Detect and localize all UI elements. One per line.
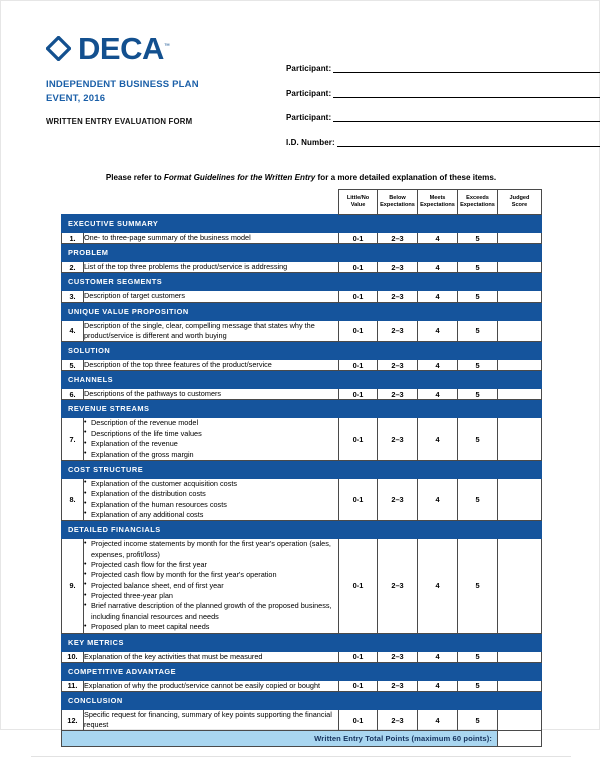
- criterion-bullet-list: [84, 479, 338, 520]
- section-title: COST STRUCTURE: [62, 460, 542, 478]
- judged-score-input-cell[interactable]: [498, 539, 542, 633]
- section-title: UNIQUE VALUE PROPOSITION: [62, 302, 542, 320]
- header-line-2: Expectations: [420, 202, 455, 208]
- judged-score-input-cell[interactable]: [498, 478, 542, 520]
- section-header-row: [62, 521, 542, 539]
- section-header-row: [62, 215, 542, 233]
- score-cell-little-no-value[interactable]: 0-1: [339, 262, 378, 273]
- deca-logo: [46, 31, 251, 65]
- participant-input-line-3[interactable]: [333, 112, 600, 122]
- participant-label-1: Participant:: [286, 64, 332, 73]
- criterion-description: [84, 233, 339, 244]
- criterion-row: [62, 291, 542, 302]
- criterion-bullet: • Description of the revenue model: [84, 418, 338, 428]
- score-cell-below-expectations[interactable]: 2–3: [378, 320, 418, 341]
- total-points-row: [62, 731, 542, 747]
- score-cell-little-no-value[interactable]: 0-1: [339, 291, 378, 302]
- criterion-number: 4.: [62, 320, 84, 341]
- header-line-1: Exceeds: [466, 194, 489, 201]
- score-cell-meets-expectations[interactable]: 4: [418, 389, 458, 400]
- score-cell-below-expectations[interactable]: 2–3: [378, 709, 418, 730]
- column-header-meets-expectations: [418, 190, 458, 215]
- score-cell-little-no-value[interactable]: 0-1: [339, 539, 378, 633]
- criterion-bullet: • Explanation of the gross margin: [84, 450, 338, 460]
- header-line-1: Little/No: [346, 194, 370, 201]
- criterion-number: 7.: [62, 418, 84, 460]
- judged-score-input-cell[interactable]: [498, 680, 542, 691]
- section-header-row: [62, 662, 542, 680]
- judged-score-input-cell[interactable]: [498, 233, 542, 244]
- section-title: CONCLUSION: [62, 691, 542, 709]
- instruction-after: for a more detailed explanation of these items.: [315, 173, 497, 182]
- deca-wordmark-text: DECA: [78, 30, 164, 66]
- section-title: REVENUE STREAMS: [62, 400, 542, 418]
- judged-score-input-cell[interactable]: [498, 651, 542, 662]
- criterion-bullet: • Projected cash flow for the first year: [84, 560, 338, 570]
- criterion-row: [62, 418, 542, 460]
- trademark-mark: ™: [163, 43, 170, 50]
- score-cell-meets-expectations[interactable]: 4: [418, 709, 458, 730]
- criterion-number: 1.: [62, 233, 84, 244]
- score-cell-exceeds-expectations[interactable]: 5: [458, 291, 498, 302]
- score-cell-exceeds-expectations[interactable]: 5: [458, 418, 498, 460]
- criterion-description: [84, 291, 339, 302]
- score-cell-meets-expectations[interactable]: 4: [418, 539, 458, 633]
- criterion-row: [62, 478, 542, 520]
- criterion-text: Explanation of why the product/service cannot be easily copied or bought: [84, 680, 321, 690]
- criterion-description: [84, 478, 339, 520]
- column-header-below-expectations: [378, 190, 418, 215]
- criterion-text: List of the top three problems the product/service is addressing: [84, 262, 288, 272]
- instruction-italic: Format Guidelines for the Written Entry: [163, 173, 316, 182]
- judged-score-input-cell[interactable]: [498, 320, 542, 341]
- score-cell-exceeds-expectations[interactable]: 5: [458, 262, 498, 273]
- score-cell-below-expectations[interactable]: 2–3: [378, 262, 418, 273]
- criterion-description: [84, 709, 339, 730]
- criterion-description: [84, 539, 339, 633]
- section-header-row: [62, 371, 542, 389]
- score-cell-below-expectations[interactable]: 2–3: [378, 389, 418, 400]
- criterion-row: [62, 389, 542, 400]
- criterion-text: Description of the single, clear, compelling message that states why the product/service is different and worth buying: [84, 320, 315, 340]
- score-cell-meets-expectations[interactable]: 4: [418, 651, 458, 662]
- criterion-text: Descriptions of the pathways to customers: [84, 389, 222, 399]
- header-spacer-num: [62, 190, 84, 215]
- criterion-description: [84, 320, 339, 341]
- criterion-bullet: • Explanation of the revenue: [84, 439, 338, 449]
- score-cell-exceeds-expectations[interactable]: 5: [458, 680, 498, 691]
- judged-score-input-cell[interactable]: [498, 418, 542, 460]
- score-cell-meets-expectations[interactable]: 4: [418, 233, 458, 244]
- score-cell-meets-expectations[interactable]: 4: [418, 291, 458, 302]
- score-cell-little-no-value[interactable]: 0-1: [339, 389, 378, 400]
- section-title: SOLUTION: [62, 342, 542, 360]
- score-cell-below-expectations[interactable]: 2–3: [378, 291, 418, 302]
- table-body: [62, 215, 542, 747]
- criterion-text: Explanation of the key activities that must be measured: [84, 651, 263, 661]
- header-line-1: Judged: [509, 194, 530, 201]
- criterion-number: 12.: [62, 709, 84, 730]
- score-cell-little-no-value[interactable]: 0-1: [339, 360, 378, 371]
- section-title: DETAILED FINANCIALS: [62, 521, 542, 539]
- participant-fields: [251, 31, 600, 161]
- criterion-row: [62, 320, 542, 341]
- score-cell-little-no-value[interactable]: 0-1: [339, 709, 378, 730]
- section-title: EXECUTIVE SUMMARY: [62, 215, 542, 233]
- header-line-2: Expectations: [380, 202, 415, 208]
- header-line-1: Below: [389, 194, 406, 201]
- criterion-bullet: • Explanation of the customer acquisition costs: [84, 479, 338, 489]
- table-header-row: [62, 190, 542, 215]
- table-head: [62, 190, 542, 215]
- id-number-input-line[interactable]: [337, 137, 600, 147]
- header-line-2: Score: [511, 202, 528, 208]
- criterion-row: [62, 233, 542, 244]
- criterion-description: [84, 360, 339, 371]
- criterion-description: [84, 262, 339, 273]
- score-cell-meets-expectations[interactable]: 4: [418, 320, 458, 341]
- criterion-bullet: • Explanation of the distribution costs: [84, 489, 338, 499]
- participant-field-2[interactable]: [286, 88, 600, 98]
- criterion-number: 5.: [62, 360, 84, 371]
- criterion-number: 2.: [62, 262, 84, 273]
- judged-score-input-cell[interactable]: [498, 262, 542, 273]
- total-points-label: Written Entry Total Points (maximum 60 points):: [62, 731, 498, 747]
- judged-score-input-cell[interactable]: [498, 291, 542, 302]
- score-cell-exceeds-expectations[interactable]: 5: [458, 360, 498, 371]
- score-cell-meets-expectations[interactable]: 4: [418, 418, 458, 460]
- criterion-bullet: • Projected three-year plan: [84, 591, 338, 601]
- document-header: [1, 1, 600, 161]
- criterion-number: 3.: [62, 291, 84, 302]
- id-number-field[interactable]: [286, 137, 600, 147]
- event-title-line-2: EVENT, 2016: [46, 92, 106, 104]
- header-branding: [1, 31, 251, 161]
- score-cell-below-expectations[interactable]: 2–3: [378, 539, 418, 633]
- score-cell-exceeds-expectations[interactable]: 5: [458, 389, 498, 400]
- participant-input-line-2[interactable]: [333, 88, 600, 98]
- criterion-bullet: • Explanation of any additional costs: [84, 510, 338, 520]
- criterion-number: 10.: [62, 651, 84, 662]
- participant-label-3: Participant:: [286, 113, 332, 122]
- section-header-row: [62, 691, 542, 709]
- section-header-row: [62, 273, 542, 291]
- criterion-bullet: • Projected balance sheet, end of first year: [84, 581, 338, 591]
- criterion-description: [84, 651, 339, 662]
- criterion-description: [84, 418, 339, 460]
- criterion-number: 8.: [62, 478, 84, 520]
- score-cell-meets-expectations[interactable]: 4: [418, 360, 458, 371]
- criterion-number: 9.: [62, 539, 84, 633]
- criterion-text: Specific request for financing, summary of key points supporting the financial request: [84, 709, 332, 730]
- score-cell-little-no-value[interactable]: 0-1: [339, 320, 378, 341]
- score-cell-exceeds-expectations[interactable]: 5: [458, 539, 498, 633]
- column-header-little-no-value: [339, 190, 378, 215]
- criterion-bullet: • Descriptions of the life time values: [84, 429, 338, 439]
- section-title: CUSTOMER SEGMENTS: [62, 273, 542, 291]
- participant-field-3[interactable]: [286, 112, 600, 122]
- event-title: [46, 78, 251, 106]
- criterion-bullet-list: [84, 418, 338, 459]
- score-cell-little-no-value[interactable]: 0-1: [339, 478, 378, 520]
- criterion-description: [84, 389, 339, 400]
- score-cell-meets-expectations[interactable]: 4: [418, 478, 458, 520]
- header-line-1: Meets: [429, 194, 446, 201]
- header-spacer-desc: [84, 190, 339, 215]
- judged-score-input-cell[interactable]: [498, 360, 542, 371]
- criterion-text: One- to three-page summary of the business model: [84, 233, 251, 242]
- criterion-text: Description of target customers: [84, 291, 185, 301]
- score-cell-little-no-value[interactable]: 0-1: [339, 651, 378, 662]
- section-title: CHANNELS: [62, 371, 542, 389]
- criterion-text: Description of the top three features of the product/service: [84, 360, 272, 370]
- section-title: KEY METRICS: [62, 633, 542, 651]
- criterion-row: [62, 651, 542, 662]
- section-header-row: [62, 302, 542, 320]
- score-cell-exceeds-expectations[interactable]: 5: [458, 320, 498, 341]
- id-number-label: I.D. Number:: [286, 137, 335, 147]
- column-header-judged-score: [498, 190, 542, 215]
- section-header-row: [62, 460, 542, 478]
- score-cell-exceeds-expectations[interactable]: 5: [458, 478, 498, 520]
- section-title: COMPETITIVE ADVANTAGE: [62, 662, 542, 680]
- criterion-row: [62, 709, 542, 730]
- column-header-exceeds-expectations: [458, 190, 498, 215]
- deca-wordmark: [78, 30, 170, 66]
- section-header-row: [62, 400, 542, 418]
- score-cell-little-no-value[interactable]: 0-1: [339, 233, 378, 244]
- instruction-before: Please refer to: [105, 173, 164, 182]
- score-cell-exceeds-expectations[interactable]: 5: [458, 233, 498, 244]
- participant-label-2: Participant:: [286, 88, 332, 98]
- section-header-row: [62, 342, 542, 360]
- judged-score-input-cell[interactable]: [498, 709, 542, 730]
- diamond-logo-icon: [46, 36, 71, 61]
- criterion-bullet: • Projected cash flow by month for the first year's operation: [84, 570, 338, 580]
- criterion-description: [84, 680, 339, 691]
- score-cell-below-expectations[interactable]: 2–3: [378, 233, 418, 244]
- score-cell-little-no-value[interactable]: 0-1: [339, 680, 378, 691]
- score-cell-exceeds-expectations[interactable]: 5: [458, 651, 498, 662]
- header-line-2: Expectations: [460, 202, 495, 208]
- criterion-number: 6.: [62, 389, 84, 400]
- total-points-input-cell[interactable]: [498, 731, 542, 747]
- criterion-row: [62, 262, 542, 273]
- score-cell-meets-expectations[interactable]: 4: [418, 262, 458, 273]
- score-cell-exceeds-expectations[interactable]: 5: [458, 709, 498, 730]
- participant-input-line-1[interactable]: [333, 63, 600, 73]
- criterion-bullet: • Explanation of the human resources costs: [84, 500, 338, 510]
- section-header-row: [62, 244, 542, 262]
- section-title: PROBLEM: [62, 244, 542, 262]
- section-header-row: [62, 633, 542, 651]
- score-cell-below-expectations[interactable]: 2–3: [378, 680, 418, 691]
- criterion-bullet-list: [84, 539, 338, 632]
- judged-score-input-cell[interactable]: [498, 389, 542, 400]
- criterion-bullet: • Brief narrative description of the planned growth of the proposed business, including financial resources and needs: [84, 601, 338, 622]
- criterion-bullet: • Projected income statements by month for the first year's operation (sales, expenses, profit/loss): [84, 539, 338, 560]
- event-title-line-1: INDEPENDENT BUSINESS PLAN: [46, 79, 199, 90]
- criterion-bullet: • Proposed plan to meet capital needs: [84, 622, 338, 632]
- score-cell-little-no-value[interactable]: 0-1: [339, 418, 378, 460]
- instruction-text: [1, 173, 600, 182]
- score-cell-below-expectations[interactable]: 2–3: [378, 360, 418, 371]
- criterion-row: [62, 360, 542, 371]
- criterion-row: [62, 680, 542, 691]
- score-cell-below-expectations[interactable]: 2–3: [378, 651, 418, 662]
- participant-field-1[interactable]: [286, 63, 600, 73]
- score-cell-below-expectations[interactable]: 2–3: [378, 418, 418, 460]
- evaluation-table-wrapper: [1, 189, 600, 747]
- page-content: [1, 1, 600, 757]
- form-title: WRITTEN ENTRY EVALUATION FORM: [46, 116, 193, 126]
- criterion-number: 11.: [62, 680, 84, 691]
- score-cell-below-expectations[interactable]: 2–3: [378, 478, 418, 520]
- score-cell-meets-expectations[interactable]: 4: [418, 680, 458, 691]
- evaluation-table: [61, 189, 542, 747]
- criterion-row: [62, 539, 542, 633]
- header-line-2: Value: [350, 202, 366, 208]
